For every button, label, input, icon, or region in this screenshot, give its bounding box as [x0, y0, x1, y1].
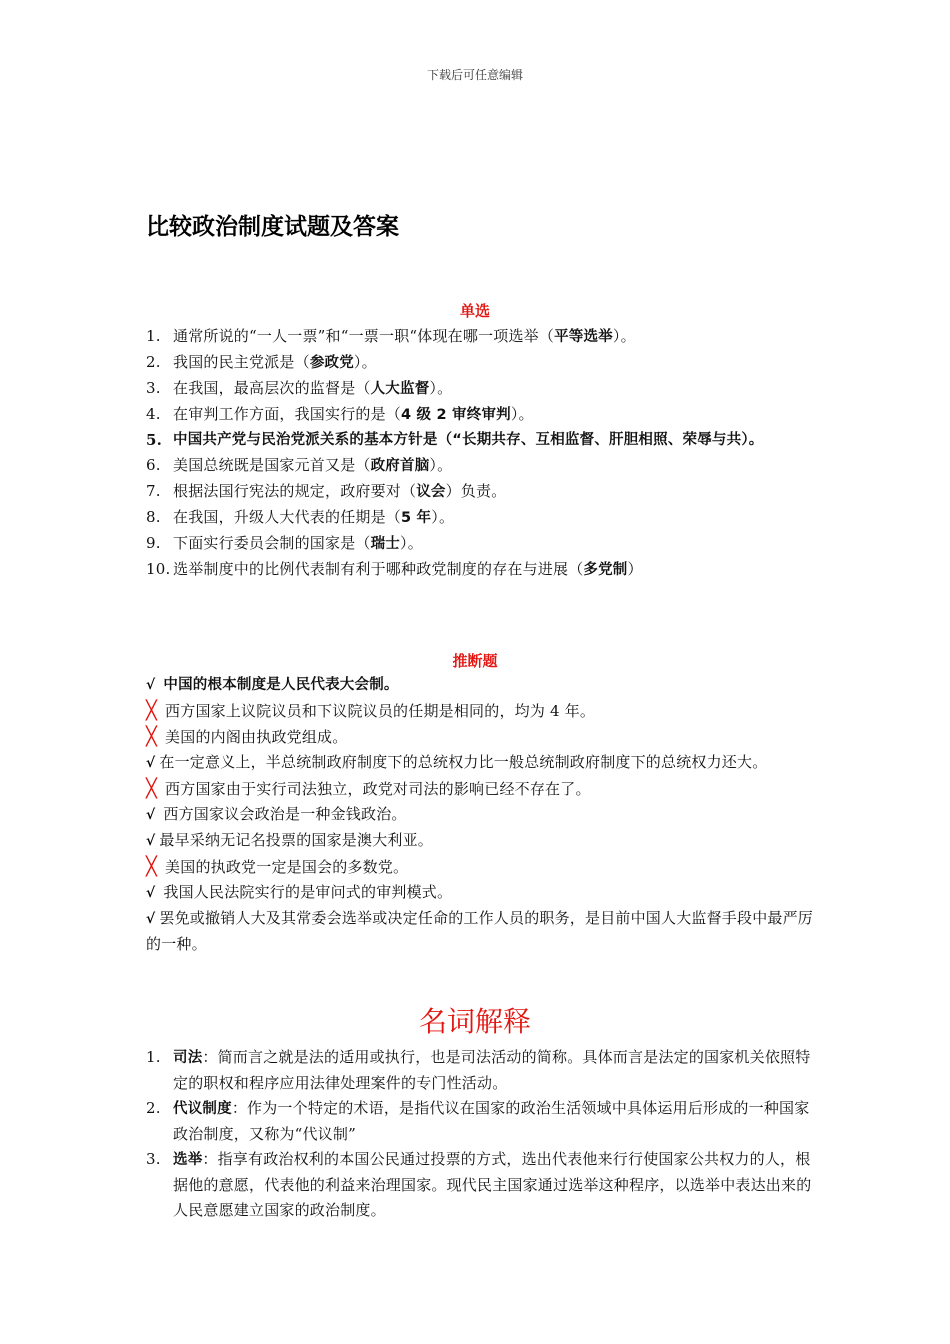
question-text: 下面实行委员会制的国家是（瑞士）。: [173, 534, 423, 552]
answer: 多党制: [583, 562, 628, 578]
statement-text: 罢免或撤销人大及其常委会选举或决定任命的工作人员的职务，是目前中国人大监督手段中最严厉的一种。: [146, 909, 814, 953]
check-icon: √: [146, 755, 156, 771]
check-icon: √: [146, 911, 156, 927]
answer: 议会: [416, 484, 446, 500]
list-item: [146, 402, 816, 428]
question-text: 美国总统既是国家元首又是（政府首脑）。: [173, 456, 453, 474]
question-text: 中国共产党与民治党派关系的基本方针是（“长期共存、互相监督、肝胆相照、荣辱与共）。: [173, 432, 764, 448]
list-item: [146, 1045, 816, 1096]
list-item: [146, 453, 816, 479]
judgment-heading: 推断题: [452, 652, 498, 670]
answer: 人大监督: [370, 381, 430, 397]
list-item: [146, 724, 816, 750]
question-text: 选举制度中的比例代表制有利于哪种政党制度的存在与进展（多党制）: [173, 560, 643, 578]
list-item: [146, 1147, 816, 1223]
item-number: 1.: [146, 327, 161, 345]
check-icon: √: [146, 807, 156, 823]
statement-text: 最早采纳无记名投票的国家是澳大利亚。: [159, 831, 434, 849]
item-number: 1.: [146, 1048, 161, 1066]
definition-text: 代议制度：作为一个特定的术语，是指代议在国家的政治生活领域中具体运用后形成的一种国家政治制度，又称为“代议制”: [173, 1099, 810, 1143]
item-number: 3.: [146, 1150, 161, 1168]
list-item: [146, 776, 816, 802]
statement-text: 中国的根本制度是人民代表大会制。: [163, 677, 399, 693]
list-item: [146, 557, 816, 583]
answer: 4 级 2 审终审判: [401, 407, 511, 423]
list-item: [146, 479, 816, 505]
question-text: 在我国，升级人大代表的任期是（5 年）。: [173, 508, 455, 526]
question-text: 通常所说的“一人一票”和“一票一职“体现在哪一项选举（平等选举）。: [173, 327, 636, 345]
check-icon: √: [146, 677, 156, 693]
term: 选举: [173, 1152, 203, 1168]
answer: 平等选举: [554, 329, 613, 345]
statement-text: 西方国家上议院议员和下议院议员的任期是相同的，均为 4 年。: [165, 702, 596, 720]
item-number: 9.: [146, 534, 161, 552]
statement-text: 西方国家议会政治是一种金钱政治。: [163, 805, 407, 823]
item-number: 3.: [146, 379, 161, 397]
list-item: [146, 828, 816, 854]
question-text: 在审判工作方面，我国实行的是（4 级 2 审终审判）。: [173, 405, 534, 423]
item-number: 6.: [146, 456, 161, 474]
definition-text: 司法：简而言之就是法的适用或执行，也是司法活动的简称。具体而言是法定的国家机关依照特定的职权和程序应用法律处理案件的专门性活动。: [173, 1048, 811, 1092]
statement-text: 美国的执政党一定是国会的多数党。: [165, 858, 409, 876]
question-text: 我国的民主党派是（参政党）。: [173, 353, 377, 371]
item-number: 8.: [146, 508, 161, 526]
list-item: [146, 1096, 816, 1147]
cross-icon: ╳: [146, 778, 158, 799]
list-item: [146, 880, 816, 906]
answer: 瑞士: [370, 536, 401, 552]
terms-heading: 名词解释: [418, 1005, 531, 1038]
page-header: 下载后可任意编辑: [426, 68, 523, 82]
list-item: [146, 531, 816, 557]
list-item: [146, 854, 816, 880]
single-choice-list: [146, 324, 816, 583]
list-item: [146, 350, 816, 376]
question-text: 在我国，最高层次的监督是（人大监督）。: [173, 379, 453, 397]
item-number: 4.: [146, 405, 161, 423]
answer: 5 年: [401, 510, 432, 526]
list-item: [146, 428, 816, 453]
item-number: 10.: [146, 560, 171, 578]
statement-text: 西方国家由于实行司法独立，政党对司法的影响已经不存在了。: [165, 780, 591, 798]
list-item: [146, 802, 816, 828]
list-item: [146, 505, 816, 531]
statement-text: 美国的内阁由执政党组成。: [165, 728, 348, 746]
answer: 参政党: [309, 355, 354, 371]
item-number: 2.: [146, 1099, 161, 1117]
list-item: [146, 906, 816, 957]
list-item: [146, 376, 816, 402]
check-icon: √: [146, 885, 156, 901]
single-choice-heading: 单选: [459, 302, 490, 320]
list-item: [146, 750, 816, 776]
cross-icon: ╳: [146, 726, 158, 747]
statement-text: 在一定意义上，半总统制政府制度下的总统权力比一般总统制政府制度下的总统权力还大。: [159, 753, 768, 771]
cross-icon: ╳: [146, 700, 158, 721]
terms-list: [146, 1045, 816, 1223]
item-number: 2.: [146, 353, 161, 371]
answer: 政府首脑: [370, 458, 430, 474]
item-number: 5.: [146, 431, 163, 449]
item-number: 7.: [146, 482, 161, 500]
cross-icon: ╳: [146, 856, 158, 877]
statement-text: 我国人民法院实行的是审问式的审判模式。: [163, 883, 453, 901]
list-item: [146, 672, 816, 698]
definition-text: 选举：指享有政治权利的本国公民通过投票的方式，选出代表他来行行使国家公共权力的人，根据他的意愿，代表他的利益来治理国家。现代民主国家通过选举这种程序，以选举中表达出来的人民意愿建立国家的政治制度。: [173, 1150, 812, 1219]
term: 司法: [173, 1050, 203, 1066]
question-text: 根据法国行宪法的规定，政府要对（议会）负责。: [173, 482, 507, 500]
term: 代议制度: [173, 1101, 232, 1117]
check-icon: √: [146, 833, 156, 849]
list-item: [146, 698, 816, 724]
judgment-list: [146, 672, 816, 957]
document-title: 比较政治制度试题及答案: [146, 214, 399, 240]
list-item: [146, 324, 816, 350]
